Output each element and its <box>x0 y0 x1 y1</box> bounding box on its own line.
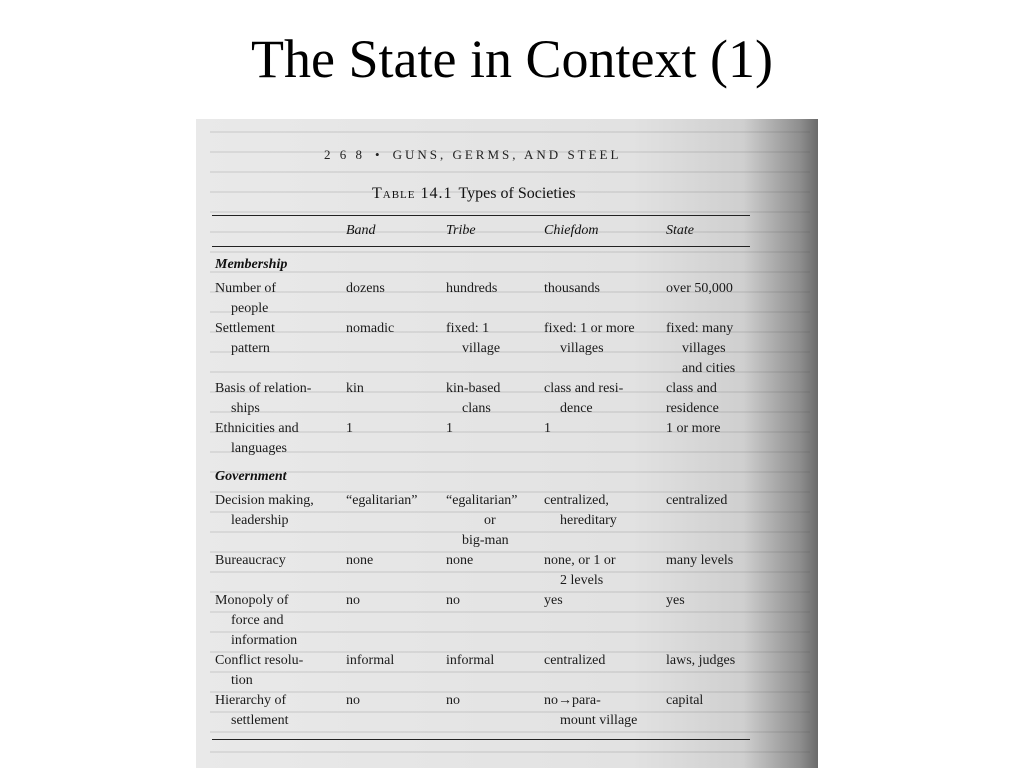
section-government: Government <box>215 469 287 484</box>
table-cell: centralized <box>544 653 606 668</box>
table-cell: “egalitarian” <box>346 493 418 508</box>
table-cell: none <box>346 553 374 568</box>
column-header-state: State <box>666 223 694 238</box>
row-label: Monopoly of force and information <box>215 593 298 648</box>
table-caption: Types of Societies <box>458 185 576 202</box>
table-cell: informal <box>446 653 495 668</box>
table-cell: fixed: many villages and cities <box>666 321 736 376</box>
table-number: Table 14.1 <box>372 185 453 202</box>
row-label: Bureaucracy <box>215 553 286 568</box>
table-cell: capital <box>666 693 704 708</box>
scanned-book-page <box>196 119 818 768</box>
slide-title: The State in Context (1) <box>251 29 773 89</box>
table-cell: no <box>446 693 460 708</box>
table-cell: class and resi- dence <box>544 381 624 416</box>
column-header-band: Band <box>346 223 376 238</box>
row-label: Hierarchy of settlement <box>215 693 289 728</box>
table-cell: informal <box>346 653 395 668</box>
column-header-chiefdom: Chiefdom <box>544 223 599 238</box>
table-cell: “egalitarian” or big-man <box>446 493 518 548</box>
table-bottom-rule <box>212 739 750 740</box>
table-cell: centralized, hereditary <box>544 493 617 528</box>
table-cell: none, or 1 or 2 levels <box>544 553 616 588</box>
table-cell: none <box>446 553 474 568</box>
table-cell: dozens <box>346 281 385 296</box>
table-cell: no <box>346 693 360 708</box>
table-cell: yes <box>666 593 685 608</box>
table-top-rule <box>212 215 750 216</box>
row-label: Decision making, leadership <box>215 493 314 528</box>
row-label: Settlement pattern <box>215 321 275 356</box>
table-cell: 1 or more <box>666 421 721 436</box>
header-bottom-rule <box>212 246 750 247</box>
table-cell: no→para- mount village <box>544 693 638 728</box>
table-cell: fixed: 1 or more villages <box>544 321 635 356</box>
table-cell: 1 <box>346 421 353 436</box>
row-label: Conflict resolu- tion <box>215 653 304 688</box>
table-cell: laws, judges <box>666 653 736 668</box>
row-label: Basis of relation- ships <box>215 381 312 416</box>
table-cell: kin <box>346 381 364 396</box>
book-title: GUNS, GERMS, AND STEEL <box>392 147 622 162</box>
section-membership: Membership <box>215 257 288 272</box>
table-cell: nomadic <box>346 321 395 336</box>
row-label: Ethnicities and languages <box>215 421 299 456</box>
table-cell: over 50,000 <box>666 281 733 296</box>
table-cell: no <box>346 593 360 608</box>
column-header-tribe: Tribe <box>446 223 476 238</box>
row-label: Number of people <box>215 281 277 316</box>
running-head <box>324 147 621 163</box>
page-number: 2 6 8 <box>324 147 365 162</box>
table-cell: 1 <box>446 421 453 436</box>
table-cell: hundreds <box>446 281 498 296</box>
table-cell: class and residence <box>666 381 719 416</box>
table-cell: kin-based clans <box>446 381 501 416</box>
table-cell: 1 <box>544 421 551 436</box>
table-cell: no <box>446 593 460 608</box>
running-head-bullet: • <box>375 147 383 162</box>
table-cell: centralized <box>666 493 728 508</box>
table-cell: many levels <box>666 553 734 568</box>
table-cell: yes <box>544 593 563 608</box>
table-cell: fixed: 1 village <box>446 321 501 356</box>
table-title <box>372 185 576 203</box>
table-cell: thousands <box>544 281 600 296</box>
